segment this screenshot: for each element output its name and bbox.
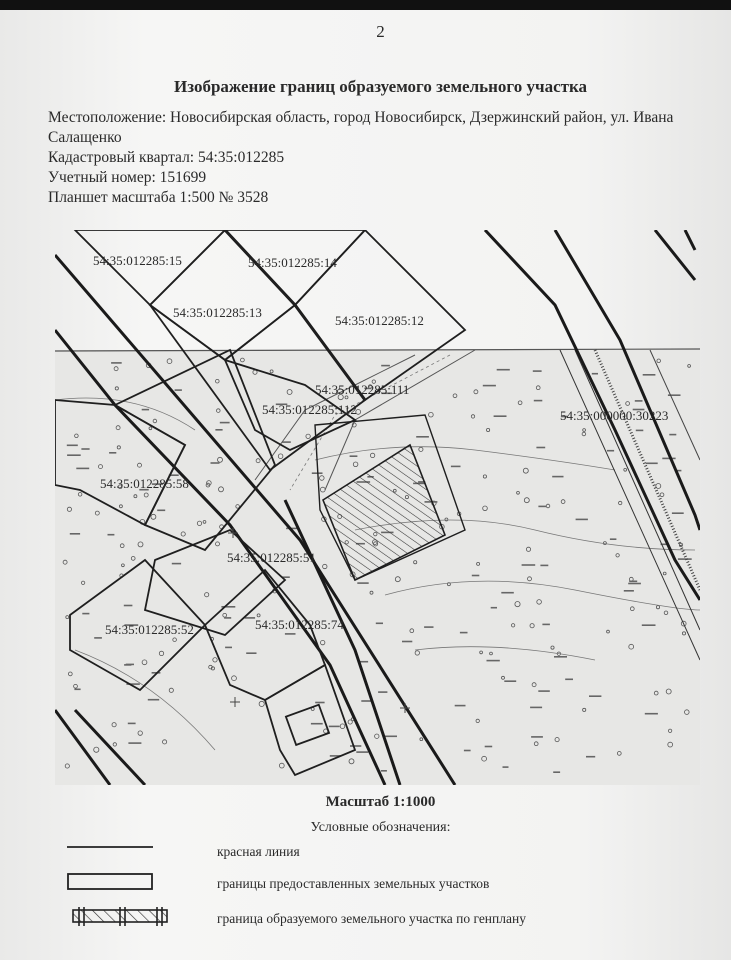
- elevation-mark: [245, 617, 255, 619]
- elevation-mark: [636, 430, 644, 432]
- elevation-mark: [672, 512, 684, 514]
- elevation-mark: [487, 660, 500, 662]
- elevation-mark: [494, 415, 507, 417]
- elevation-mark: [629, 581, 637, 583]
- elevation-mark: [157, 510, 165, 512]
- elevation-mark: [402, 641, 412, 643]
- page-number: 2: [376, 22, 385, 41]
- elevation-mark: [464, 750, 471, 752]
- elevation-mark: [552, 476, 563, 478]
- tablet-scale: Планшет масштаба 1:500 № 3528: [48, 189, 269, 206]
- elevation-mark: [172, 563, 181, 565]
- elevation-mark: [540, 565, 548, 567]
- elevation-mark: [554, 656, 567, 658]
- elevation-mark: [311, 723, 323, 725]
- elevation-mark: [669, 434, 676, 436]
- elevation-mark: [565, 679, 573, 681]
- elevation-mark: [538, 506, 546, 508]
- elevation-mark: [455, 705, 466, 707]
- elevation-mark: [175, 389, 182, 391]
- elevation-mark: [483, 385, 496, 387]
- elevation-mark: [501, 592, 514, 594]
- account-number: Учетный номер: 151699: [48, 169, 207, 186]
- elevation-mark: [533, 370, 542, 372]
- elevation-mark: [424, 626, 433, 628]
- elevation-mark: [285, 633, 296, 635]
- parcel-metadata: [48, 108, 698, 208]
- elevation-mark: [76, 468, 89, 470]
- granted-parcel-symbol: [65, 872, 155, 892]
- parcel-label-51: 54:35:012285:51: [227, 550, 316, 565]
- elevation-mark: [246, 652, 256, 654]
- elevation-mark: [504, 680, 516, 682]
- elevation-mark: [282, 441, 291, 443]
- parcel-label-112: 54:35:012285:112: [262, 402, 357, 417]
- elevation-mark: [503, 766, 509, 768]
- elevation-mark: [536, 447, 545, 449]
- elevation-mark: [224, 617, 231, 619]
- elevation-mark: [108, 534, 115, 536]
- elevation-mark: [628, 583, 641, 585]
- elevation-mark: [350, 455, 358, 457]
- elevation-mark: [124, 605, 133, 607]
- elevation-mark: [472, 575, 480, 577]
- parcel-label-15: 54:35:012285:15: [93, 253, 182, 268]
- elevation-mark: [497, 369, 510, 371]
- elevation-mark: [460, 632, 468, 634]
- parcel-label-111: 54:35:012285:111: [315, 382, 410, 397]
- formed-parcel-symbol: [65, 906, 175, 928]
- elevation-mark: [220, 422, 230, 424]
- top-black-bar: [0, 0, 731, 10]
- elevation-mark: [534, 400, 543, 402]
- elevation-mark: [553, 771, 560, 773]
- elevation-mark: [542, 624, 550, 626]
- elevation-mark: [376, 623, 383, 625]
- elevation-mark: [350, 745, 361, 747]
- parcel-14-top-boundary: [150, 230, 295, 360]
- elevation-mark: [81, 448, 89, 450]
- elevation-mark: [128, 742, 141, 744]
- elevation-mark: [381, 770, 387, 772]
- elevation-mark: [74, 689, 80, 691]
- elevation-mark: [643, 374, 656, 376]
- elevation-mark: [82, 613, 89, 615]
- elevation-mark: [576, 519, 588, 521]
- elevation-mark: [67, 454, 81, 456]
- elevation-mark: [94, 637, 102, 639]
- elevation-mark: [485, 746, 493, 748]
- elevation-mark: [315, 702, 324, 704]
- cadastral-map: [55, 230, 700, 785]
- elevation-mark: [67, 445, 78, 447]
- elevation-mark: [522, 564, 536, 566]
- legend-label-granted-parcels: границы предоставленных земельных участков: [217, 876, 490, 891]
- map-scale: Масштаб 1:1000: [325, 794, 436, 810]
- elevation-mark: [128, 723, 136, 725]
- elevation-mark: [381, 365, 390, 367]
- elevation-mark: [491, 607, 497, 609]
- elevation-mark: [225, 647, 232, 649]
- elevation-mark: [642, 624, 656, 626]
- legend-label-formed-parcel: граница образуемого земельного участка по генплану: [217, 911, 526, 926]
- elevation-mark: [142, 409, 149, 411]
- elevation-mark: [538, 690, 550, 692]
- legend-title: Условные обозначения:: [310, 820, 451, 835]
- elevation-mark: [109, 452, 116, 454]
- elevation-mark: [211, 462, 220, 464]
- elevation-mark: [357, 582, 368, 584]
- red-line-symbol: [65, 840, 155, 854]
- elevation-mark: [635, 400, 643, 402]
- elevation-mark: [592, 373, 598, 375]
- parcel-label-13: 54:35:012285:13: [173, 305, 262, 320]
- elevation-mark: [531, 736, 543, 738]
- cadastral-quarter: Кадастровый квартал: 54:35:012285: [48, 149, 285, 166]
- parcel-label-74: 54:35:012285:74: [255, 617, 344, 632]
- parcel-label-58: 54:35:012285:58: [100, 476, 189, 491]
- elevation-mark: [624, 590, 634, 592]
- location-line-1: Местоположение: Новосибирская область, город Новосибирск, Дзержинский район, ул. Ивана: [48, 109, 674, 126]
- parcel-label-14: 54:35:012285:14: [248, 255, 337, 270]
- document-title: Изображение границ образуемого земельного участка: [174, 77, 587, 96]
- parcel-label-52: 54:35:012285:52: [105, 622, 194, 637]
- elevation-mark: [70, 533, 80, 535]
- elevation-mark: [645, 713, 658, 715]
- elevation-mark: [451, 466, 461, 468]
- elevation-mark: [678, 558, 692, 560]
- elevation-mark: [607, 450, 614, 452]
- parcel-label-12: 54:35:012285:12: [335, 313, 424, 328]
- elevation-mark: [148, 699, 159, 701]
- elevation-mark: [646, 463, 658, 465]
- elevation-mark: [215, 429, 222, 431]
- elevation-mark: [416, 436, 429, 438]
- elevation-mark: [111, 362, 122, 364]
- elevation-mark: [589, 695, 601, 697]
- elevation-mark: [360, 661, 368, 663]
- legend-label-red-line: красная линия: [217, 844, 300, 859]
- elevation-mark: [126, 664, 134, 666]
- elevation-mark: [586, 756, 595, 758]
- elevation-mark: [356, 751, 368, 753]
- parcel-label-30223: 54:35:000000:30223: [560, 408, 669, 423]
- elevation-mark: [378, 691, 387, 693]
- elevation-mark: [329, 726, 340, 728]
- elevation-mark: [610, 538, 617, 540]
- elevation-mark: [530, 707, 542, 709]
- location-line-2: Салащенко: [48, 129, 122, 146]
